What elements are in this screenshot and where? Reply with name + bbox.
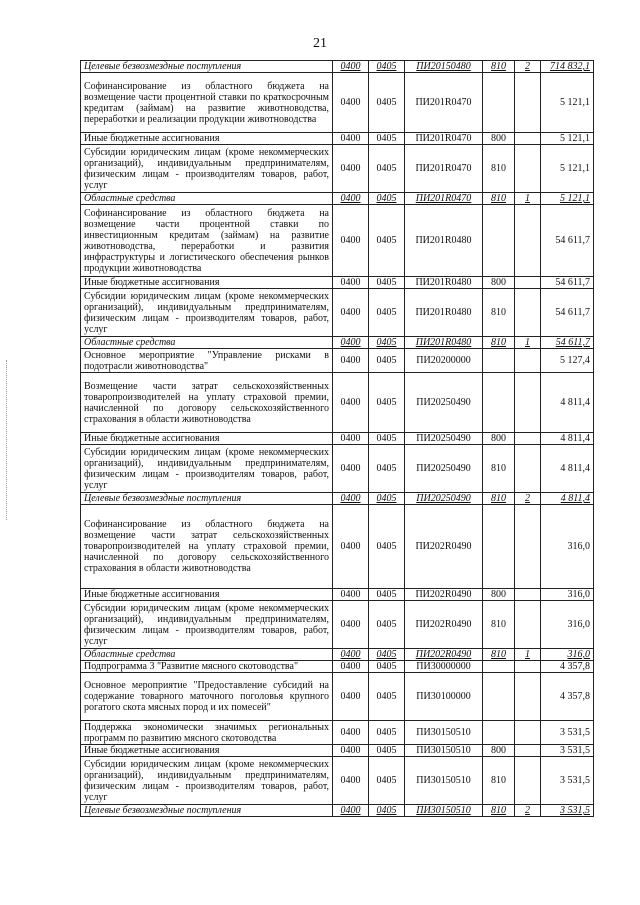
row-name: Целевые безвозмездные поступления: [81, 805, 333, 817]
funding-source-code: [515, 373, 541, 433]
row-name: Областные средства: [81, 337, 333, 349]
expense-type-code: 800: [483, 589, 515, 601]
subsection-code: 0405: [369, 505, 405, 589]
section-code: 0400: [333, 589, 369, 601]
target-article-code: ПИ20200000: [405, 349, 483, 373]
amount: 3 531,5: [541, 721, 594, 745]
table-row: [81, 373, 594, 433]
expense-type-code: [483, 73, 515, 133]
table-row: [81, 493, 594, 505]
row-name: Иные бюджетные ассигнования: [81, 133, 333, 145]
amount: 5 121,1: [541, 145, 594, 193]
subsection-code: 0405: [369, 193, 405, 205]
section-code: 0400: [333, 805, 369, 817]
funding-source-code: [515, 505, 541, 589]
funding-source-code: [515, 277, 541, 289]
section-code: 0400: [333, 721, 369, 745]
subsection-code: 0405: [369, 589, 405, 601]
section-code: 0400: [333, 601, 369, 649]
section-code: 0400: [333, 133, 369, 145]
expense-type-code: [483, 349, 515, 373]
subsection-code: 0405: [369, 373, 405, 433]
funding-source-code: [515, 661, 541, 673]
amount: 5 121,1: [541, 193, 594, 205]
expense-type-code: 810: [483, 649, 515, 661]
subsection-code: 0405: [369, 673, 405, 721]
expense-type-code: [483, 373, 515, 433]
expense-type-code: [483, 205, 515, 277]
table-row: [81, 505, 594, 589]
amount: 5 121,1: [541, 133, 594, 145]
row-name: Софинансирование из областного бюджета на возмещение части процентной ставки по инвестиционным кредитам (займам) на развитие животноводства, переработки и развития инфраструктуры и логистического обеспечения рынков продукции животноводства: [81, 205, 333, 277]
funding-source-code: 2: [515, 805, 541, 817]
funding-source-code: [515, 673, 541, 721]
section-code: 0400: [333, 433, 369, 445]
subsection-code: 0405: [369, 133, 405, 145]
row-name: Основное мероприятие "Предоставление субсидий на содержание товарного маточного поголовья крупного рогатого скота мясных пород и их помесей": [81, 673, 333, 721]
subsection-code: 0405: [369, 277, 405, 289]
amount: 54 611,7: [541, 277, 594, 289]
table-row: [81, 673, 594, 721]
section-code: 0400: [333, 673, 369, 721]
expense-type-code: 810: [483, 193, 515, 205]
subsection-code: 0405: [369, 661, 405, 673]
table-row: [81, 277, 594, 289]
expense-type-code: 810: [483, 493, 515, 505]
subsection-code: 0405: [369, 745, 405, 757]
amount: 4 357,8: [541, 673, 594, 721]
funding-source-code: [515, 289, 541, 337]
expense-type-code: 800: [483, 433, 515, 445]
amount: 4 811,4: [541, 373, 594, 433]
expense-type-code: [483, 673, 515, 721]
target-article-code: ПИ30000000: [405, 661, 483, 673]
target-article-code: ПИ201R0480: [405, 205, 483, 277]
table-row: [81, 289, 594, 337]
row-name: Иные бюджетные ассигнования: [81, 277, 333, 289]
amount: 316,0: [541, 649, 594, 661]
funding-source-code: [515, 745, 541, 757]
row-name: Субсидии юридическим лицам (кроме некоммерческих организаций), индивидуальным предпринимателям, физическим лицам - производителям товаров, работ, услуг: [81, 757, 333, 805]
expense-type-code: 810: [483, 445, 515, 493]
funding-source-code: [515, 145, 541, 193]
target-article-code: ПИ30150510: [405, 805, 483, 817]
expense-type-code: 800: [483, 277, 515, 289]
row-name: Основное мероприятие "Управление рисками в подотрасли животноводства": [81, 349, 333, 373]
section-code: 0400: [333, 61, 369, 73]
target-article-code: ПИ201R0480: [405, 337, 483, 349]
section-code: 0400: [333, 145, 369, 193]
target-article-code: ПИ30150510: [405, 721, 483, 745]
target-article-code: ПИ201R0480: [405, 289, 483, 337]
expense-type-code: 810: [483, 805, 515, 817]
table-row: [81, 721, 594, 745]
funding-source-code: 1: [515, 649, 541, 661]
subsection-code: 0405: [369, 349, 405, 373]
section-code: 0400: [333, 745, 369, 757]
section-code: 0400: [333, 661, 369, 673]
table-row: [81, 133, 594, 145]
amount: 4 811,4: [541, 493, 594, 505]
subsection-code: 0405: [369, 433, 405, 445]
row-name: Иные бюджетные ассигнования: [81, 745, 333, 757]
section-code: 0400: [333, 349, 369, 373]
amount: 316,0: [541, 505, 594, 589]
amount: 3 531,5: [541, 745, 594, 757]
row-name: Поддержка экономически значимых региональных программ по развитию мясного скотоводства: [81, 721, 333, 745]
section-code: 0400: [333, 205, 369, 277]
target-article-code: ПИ202R0490: [405, 601, 483, 649]
funding-source-code: [515, 133, 541, 145]
subsection-code: 0405: [369, 337, 405, 349]
row-name: Иные бюджетные ассигнования: [81, 589, 333, 601]
target-article-code: ПИ20150480: [405, 61, 483, 73]
table-row: [81, 205, 594, 277]
section-code: 0400: [333, 277, 369, 289]
budget-table: [80, 60, 594, 817]
section-code: 0400: [333, 757, 369, 805]
target-article-code: ПИ30150510: [405, 757, 483, 805]
amount: 714 832,1: [541, 61, 594, 73]
subsection-code: 0405: [369, 601, 405, 649]
expense-type-code: 800: [483, 133, 515, 145]
amount: 3 531,5: [541, 757, 594, 805]
subsection-code: 0405: [369, 73, 405, 133]
amount: 4 811,4: [541, 433, 594, 445]
table-row: [81, 649, 594, 661]
subsection-code: 0405: [369, 145, 405, 193]
target-article-code: ПИ201R0470: [405, 133, 483, 145]
amount: 54 611,7: [541, 289, 594, 337]
funding-source-code: [515, 73, 541, 133]
amount: 5 127,4: [541, 349, 594, 373]
expense-type-code: 810: [483, 601, 515, 649]
expense-type-code: 810: [483, 337, 515, 349]
amount: 316,0: [541, 601, 594, 649]
target-article-code: ПИ201R0470: [405, 145, 483, 193]
target-article-code: ПИ202R0490: [405, 505, 483, 589]
target-article-code: ПИ20250490: [405, 373, 483, 433]
section-code: 0400: [333, 73, 369, 133]
section-code: 0400: [333, 505, 369, 589]
table-row: [81, 589, 594, 601]
page-number: 21: [313, 36, 327, 51]
subsection-code: 0405: [369, 445, 405, 493]
funding-source-code: [515, 205, 541, 277]
section-code: 0400: [333, 649, 369, 661]
row-name: Целевые безвозмездные поступления: [81, 61, 333, 73]
amount: 54 611,7: [541, 205, 594, 277]
margin-dotted-line: [6, 360, 9, 520]
target-article-code: ПИ30100000: [405, 673, 483, 721]
table-row: [81, 73, 594, 133]
table-row: [81, 349, 594, 373]
expense-type-code: 800: [483, 745, 515, 757]
subsection-code: 0405: [369, 805, 405, 817]
table-row: [81, 661, 594, 673]
row-name: Субсидии юридическим лицам (кроме некоммерческих организаций), индивидуальным предпринимателям, физическим лицам - производителям товаров, работ, услуг: [81, 601, 333, 649]
row-name: Иные бюджетные ассигнования: [81, 433, 333, 445]
expense-type-code: [483, 505, 515, 589]
amount: 4 357,8: [541, 661, 594, 673]
subsection-code: 0405: [369, 493, 405, 505]
target-article-code: ПИ20250490: [405, 445, 483, 493]
target-article-code: ПИ202R0490: [405, 649, 483, 661]
section-code: 0400: [333, 373, 369, 433]
row-name: Подпрограмма 3 "Развитие мясного скотоводства": [81, 661, 333, 673]
section-code: 0400: [333, 193, 369, 205]
table-row: [81, 145, 594, 193]
table-row: [81, 757, 594, 805]
table-row: [81, 61, 594, 73]
table-row: [81, 193, 594, 205]
funding-source-code: [515, 445, 541, 493]
funding-source-code: 2: [515, 61, 541, 73]
target-article-code: ПИ201R0470: [405, 193, 483, 205]
target-article-code: ПИ201R0470: [405, 73, 483, 133]
table-row: [81, 601, 594, 649]
target-article-code: ПИ201R0480: [405, 277, 483, 289]
target-article-code: ПИ30150510: [405, 745, 483, 757]
expense-type-code: 810: [483, 289, 515, 337]
table-row: [81, 433, 594, 445]
row-name: Субсидии юридическим лицам (кроме некоммерческих организаций), индивидуальным предпринимателям, физическим лицам - производителям товаров, работ, услуг: [81, 445, 333, 493]
subsection-code: 0405: [369, 721, 405, 745]
funding-source-code: [515, 589, 541, 601]
table-row: [81, 745, 594, 757]
subsection-code: 0405: [369, 289, 405, 337]
target-article-code: ПИ20250490: [405, 433, 483, 445]
funding-source-code: [515, 433, 541, 445]
funding-source-code: [515, 721, 541, 745]
funding-source-code: 1: [515, 193, 541, 205]
table-row: [81, 445, 594, 493]
row-name: Субсидии юридическим лицам (кроме некоммерческих организаций), индивидуальным предпринимателям, физическим лицам - производителям товаров, работ, услуг: [81, 145, 333, 193]
section-code: 0400: [333, 337, 369, 349]
funding-source-code: [515, 757, 541, 805]
amount: 54 611,7: [541, 337, 594, 349]
amount: 4 811,4: [541, 445, 594, 493]
target-article-code: ПИ202R0490: [405, 589, 483, 601]
section-code: 0400: [333, 493, 369, 505]
amount: 3 531,5: [541, 805, 594, 817]
subsection-code: 0405: [369, 61, 405, 73]
expense-type-code: 810: [483, 61, 515, 73]
table-row: [81, 805, 594, 817]
table-row: [81, 337, 594, 349]
row-name: Целевые безвозмездные поступления: [81, 493, 333, 505]
section-code: 0400: [333, 445, 369, 493]
row-name: Областные средства: [81, 193, 333, 205]
row-name: Софинансирование из областного бюджета на возмещение части процентной ставки по краткосрочным кредитам (займам) на развитие животноводства, переработки и реализации продукции животноводства: [81, 73, 333, 133]
funding-source-code: 2: [515, 493, 541, 505]
expense-type-code: [483, 661, 515, 673]
row-name: Софинансирование из областного бюджета на возмещение части затрат сельскохозяйственных товаропроизводителей на уплату страховой премии, начисленной по договору сельскохозяйственного страхования в области животноводства: [81, 505, 333, 589]
amount: 5 121,1: [541, 73, 594, 133]
subsection-code: 0405: [369, 205, 405, 277]
row-name: Областные средства: [81, 649, 333, 661]
funding-source-code: [515, 601, 541, 649]
expense-type-code: 810: [483, 145, 515, 193]
funding-source-code: 1: [515, 337, 541, 349]
row-name: Возмещение части затрат сельскохозяйственных товаропроизводителей на уплату страховой премии, начисленной по договору сельскохозяйственного страхования в области животноводства: [81, 373, 333, 433]
funding-source-code: [515, 349, 541, 373]
amount: 316,0: [541, 589, 594, 601]
target-article-code: ПИ20250490: [405, 493, 483, 505]
subsection-code: 0405: [369, 757, 405, 805]
section-code: 0400: [333, 289, 369, 337]
subsection-code: 0405: [369, 649, 405, 661]
expense-type-code: [483, 721, 515, 745]
row-name: Субсидии юридическим лицам (кроме некоммерческих организаций), индивидуальным предпринимателям, физическим лицам - производителям товаров, работ, услуг: [81, 289, 333, 337]
expense-type-code: 810: [483, 757, 515, 805]
